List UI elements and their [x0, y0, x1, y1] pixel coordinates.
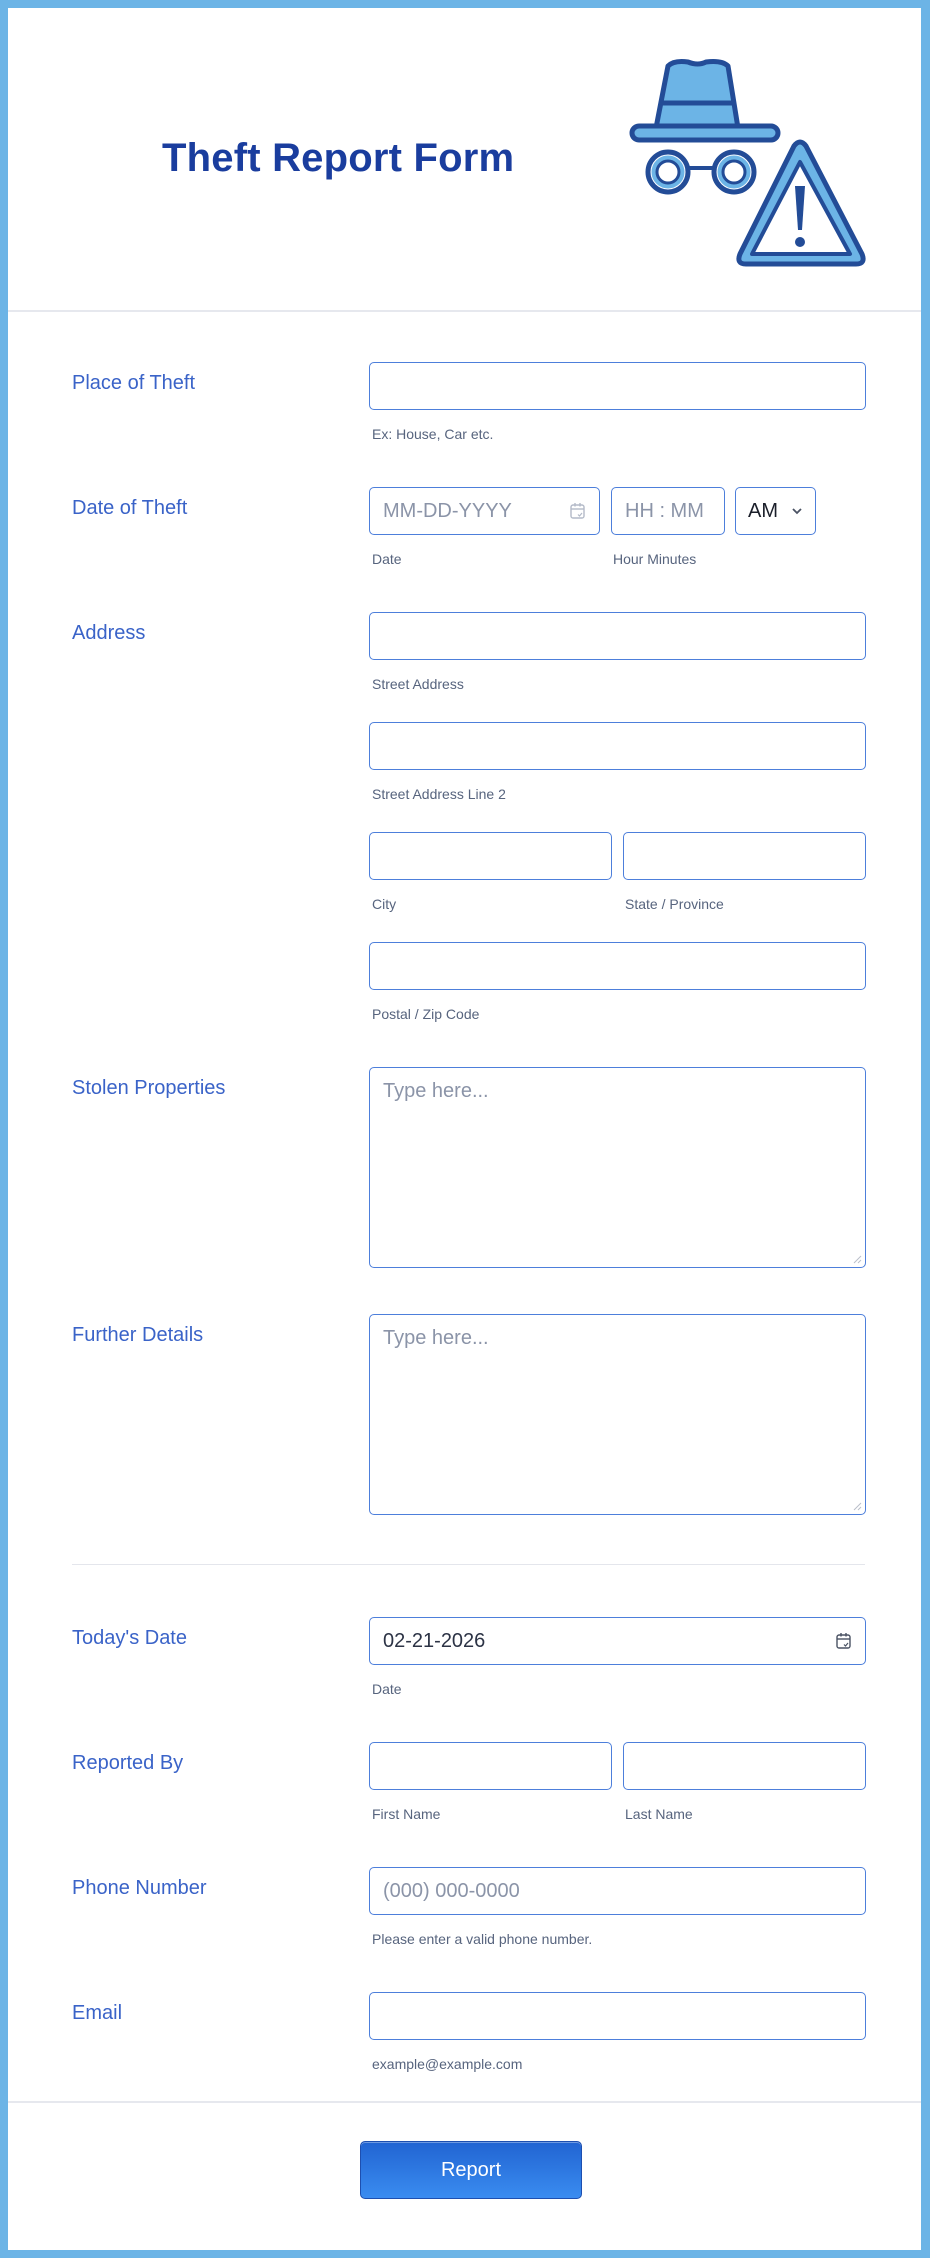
- address-label: Address: [72, 622, 146, 644]
- postal-zip-input[interactable]: [369, 942, 866, 990]
- spy-warning-icon: [622, 58, 872, 270]
- resize-handle-icon[interactable]: [853, 1502, 862, 1511]
- report-button[interactable]: Report: [360, 2141, 582, 2199]
- section-divider: [72, 1564, 865, 1565]
- theft-time-input[interactable]: [611, 487, 725, 535]
- todays-date-label: Today's Date: [72, 1627, 187, 1649]
- todays-date-input[interactable]: [369, 1617, 866, 1665]
- street-address-line2-sublabel: Street Address Line 2: [372, 786, 506, 802]
- resize-handle-icon[interactable]: [853, 1255, 862, 1264]
- email-label: Email: [72, 2002, 123, 2024]
- calendar-icon[interactable]: [569, 502, 587, 520]
- place-of-theft-input[interactable]: [369, 362, 866, 410]
- city-input[interactable]: [369, 832, 612, 880]
- stolen-properties-label: Stolen Properties: [72, 1077, 226, 1099]
- email-input[interactable]: [369, 1992, 866, 2040]
- theft-date-sublabel: Date: [372, 551, 402, 567]
- further-details-label: Further Details: [72, 1324, 204, 1346]
- theft-time-placeholder: HH : MM: [625, 499, 704, 522]
- phone-number-placeholder: (000) 000-0000: [383, 1879, 520, 1902]
- email-sublabel: example@example.com: [372, 2056, 523, 2072]
- theft-date-placeholder: MM-DD-YYYY: [383, 499, 512, 522]
- stolen-properties-textarea[interactable]: [369, 1067, 866, 1268]
- postal-zip-sublabel: Postal / Zip Code: [372, 1006, 480, 1022]
- place-of-theft-label: Place of Theft: [72, 372, 196, 394]
- ampm-select[interactable]: [735, 487, 816, 535]
- chevron-down-icon: [791, 507, 803, 515]
- form-header: [8, 8, 921, 311]
- state-province-input[interactable]: [623, 832, 866, 880]
- todays-date-sublabel: Date: [372, 1681, 402, 1697]
- footer-divider: [8, 2101, 921, 2103]
- stolen-properties-placeholder: Type here...: [383, 1080, 489, 1102]
- street-address-sublabel: Street Address: [372, 676, 464, 692]
- last-name-sublabel: Last Name: [625, 1806, 693, 1822]
- date-of-theft-label: Date of Theft: [72, 497, 188, 519]
- calendar-icon[interactable]: [835, 1632, 853, 1650]
- street-address-line2-input[interactable]: [369, 722, 866, 770]
- theft-date-input[interactable]: [369, 487, 600, 535]
- street-address-input[interactable]: [369, 612, 866, 660]
- further-details-placeholder: Type here...: [383, 1327, 489, 1349]
- phone-number-label: Phone Number: [72, 1877, 207, 1899]
- form-card: [8, 8, 921, 2250]
- further-details-textarea[interactable]: [369, 1314, 866, 1515]
- todays-date-value: 02-21-2026: [383, 1629, 486, 1652]
- theft-time-sublabel: Hour Minutes: [613, 551, 697, 567]
- reported-by-label: Reported By: [72, 1752, 184, 1774]
- phone-number-input[interactable]: [369, 1867, 866, 1915]
- state-province-sublabel: State / Province: [625, 896, 724, 912]
- page-title: Theft Report Form: [162, 136, 515, 180]
- header-divider: [8, 310, 921, 312]
- place-of-theft-sublabel: Ex: House, Car etc.: [372, 426, 494, 442]
- phone-number-sublabel: Please enter a valid phone number.: [372, 1931, 593, 1947]
- first-name-input[interactable]: [369, 1742, 612, 1790]
- city-sublabel: City: [372, 896, 397, 912]
- ampm-value: AM: [748, 499, 778, 522]
- last-name-input[interactable]: [623, 1742, 866, 1790]
- first-name-sublabel: First Name: [372, 1806, 441, 1822]
